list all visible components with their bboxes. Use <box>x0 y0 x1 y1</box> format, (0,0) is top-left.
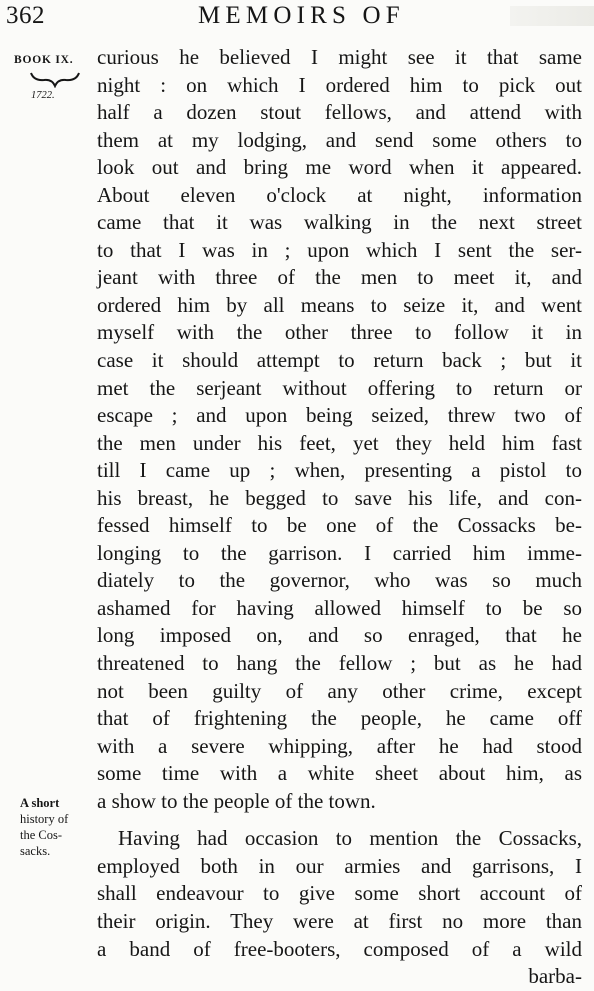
text-line: case it should attempt to return back ; but it <box>97 348 582 373</box>
margin-year: 1722. <box>31 90 55 101</box>
text-line: with a severe whipping, after he had stood <box>97 733 582 758</box>
text-line: longing to the garrison. I carried him imme- <box>97 540 582 565</box>
text-line: jeant with three of the men to meet it, and <box>97 265 582 290</box>
side-note-line: history of <box>20 812 69 826</box>
text-line: a band of free-booters, composed of a wild <box>97 936 582 961</box>
text-line: diately to the governor, who was so much <box>97 568 582 593</box>
text-line: employed both in our armies and garrisons, I <box>97 853 582 878</box>
text-line: escape ; and upon being seized, threw two of <box>97 403 582 428</box>
catchword: barba- <box>528 964 582 989</box>
text-line: till I came up ; when, presenting a pistol to <box>97 458 582 483</box>
curly-brace-ornament <box>30 70 80 88</box>
margin-side-note <box>20 795 96 859</box>
text-line: night : on which I ordered him to pick out <box>97 72 582 97</box>
text-line: to that I was in ; upon which I sent the ser- <box>97 237 582 262</box>
text-line: them at my lodging, and send some others to <box>97 127 582 152</box>
text-line: ordered him by all means to seize it, and went <box>97 292 582 317</box>
text-line: curious he believed I might see it that same <box>97 45 582 69</box>
text-line: his breast, he begged to save his life, and con- <box>97 485 582 510</box>
margin-book-label: BOOK IX. <box>14 54 74 66</box>
text-line: shall endeavour to give some short account of <box>97 881 582 906</box>
text-line: fessed himself to be one of the Cossacks be- <box>97 513 582 538</box>
text-line: myself with the other three to follow it in <box>97 320 582 345</box>
text-line: About eleven o'clock at night, information <box>97 182 582 207</box>
text-line: that of frightening the people, he came off <box>97 706 582 731</box>
text-line: some time with a white sheet about him, as <box>97 761 582 786</box>
text-line: Having had occasion to mention the Cossacks, <box>118 826 582 851</box>
text-line: not been guilty of any other crime, except <box>97 678 582 703</box>
side-note-line: A short <box>20 796 60 810</box>
side-note-line: sacks. <box>20 844 51 858</box>
page-number: 362 <box>6 2 45 29</box>
running-title: MEMOIRS OF <box>198 2 405 29</box>
paragraph-1 <box>97 44 582 815</box>
text-line: came that it was walking in the next street <box>97 210 582 235</box>
text-line: look out and bring me word when it appeared. <box>97 155 582 180</box>
paragraph-2 <box>97 825 582 963</box>
text-line: ashamed for having allowed himself to be so <box>97 595 582 620</box>
main-text <box>97 44 582 991</box>
text-line: threatened to hang the fellow ; but as he had <box>97 651 582 676</box>
text-line: met the serjeant without offering to return or <box>97 375 582 400</box>
text-line: long imposed on, and so enraged, that he <box>97 623 582 648</box>
show-through-smudge <box>510 6 594 26</box>
text-line: the men under his feet, yet they held him fast <box>97 430 582 455</box>
side-note-line: the Cos- <box>20 828 63 842</box>
text-line: their origin. They were at first no more than <box>97 908 582 933</box>
text-line: a show to the people of the town. <box>97 788 376 813</box>
text-line: half a dozen stout fellows, and attend with <box>97 100 582 125</box>
